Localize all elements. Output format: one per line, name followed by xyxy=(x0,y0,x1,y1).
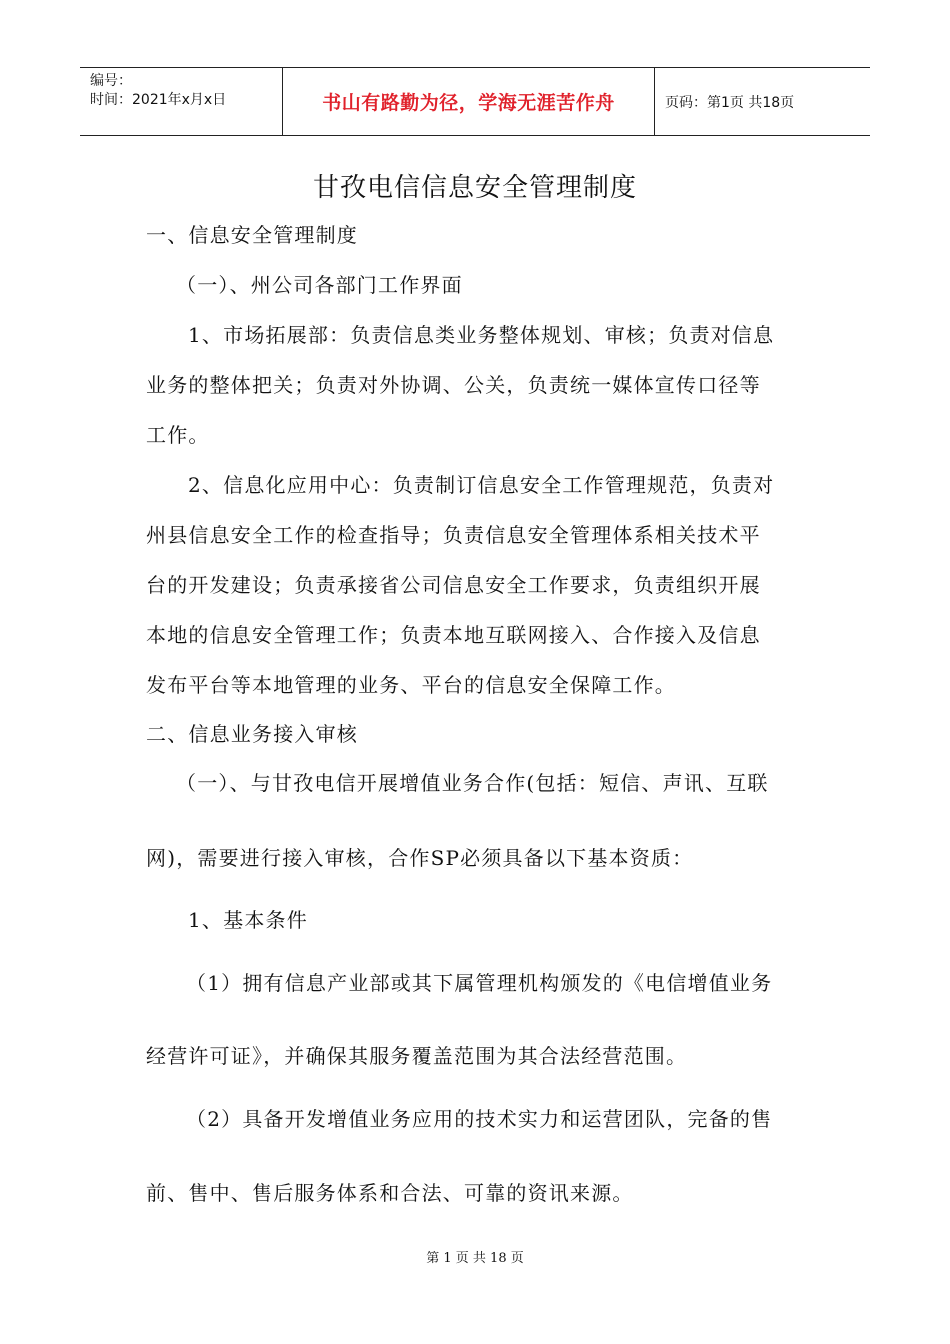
paragraph-line: （1）拥有信息产业部或其下属管理机构颁发的《电信增值业务 xyxy=(186,971,773,995)
section-heading-1: 一、信息安全管理制度 xyxy=(146,223,358,247)
section-heading-2: 二、信息业务接入审核 xyxy=(146,722,358,746)
paragraph-line: 发布平台等本地管理的业务、平台的信息安全保障工作。 xyxy=(146,673,676,697)
paragraph-line: 本地的信息安全管理工作；负责本地互联网接入、合作接入及信息 xyxy=(146,623,761,647)
paragraph-line: 业务的整体把关；负责对外协调、公关，负责统一媒体宣传口径等 xyxy=(146,373,761,397)
paragraph-line: 前、售中、售后服务体系和合法、可靠的资讯来源。 xyxy=(146,1181,634,1205)
paragraph-line: 州县信息安全工作的检查指导；负责信息安全管理体系相关技术平 xyxy=(146,523,761,547)
header-motto-cell xyxy=(282,68,655,135)
header-page-cell xyxy=(655,68,870,135)
paragraph-line: 经营许可证》，并确保其服务覆盖范围为其合法经营范围。 xyxy=(146,1044,688,1068)
subsection-heading-2: 1、基本条件 xyxy=(188,908,308,932)
header-meta xyxy=(80,68,282,135)
paragraph-line: 2、信息化应用中心：负责制订信息安全工作管理规范，负责对 xyxy=(188,473,775,497)
document-title: 甘孜电信信息安全管理制度 xyxy=(312,173,637,203)
page-footer: 第 1 页 共 18 页 xyxy=(426,1251,524,1266)
doc-date-label: 时间：2021年x月x日 xyxy=(90,92,227,108)
doc-number-label: 编号： xyxy=(90,73,132,89)
paragraph-line: 1、市场拓展部：负责信息类业务整体规划、审核；负责对信息 xyxy=(188,323,775,347)
document-header xyxy=(80,67,870,136)
paragraph-line: 工作。 xyxy=(146,423,210,447)
header-motto: 书山有路勤为径，学海无涯苦作舟 xyxy=(322,92,615,114)
paragraph-line: （一）、与甘孜电信开展增值业务合作(包括：短信、声讯、互联 xyxy=(176,771,769,795)
subsection-heading-1: （一）、州公司各部门工作界面 xyxy=(176,273,463,297)
paragraph-line: （2）具备开发增值业务应用的技术实力和运营团队，完备的售 xyxy=(186,1107,773,1131)
paragraph-line: 台的开发建设；负责承接省公司信息安全工作要求，负责组织开展 xyxy=(146,573,761,597)
paragraph-line: 网)，需要进行接入审核，合作SP必须具备以下基本资质： xyxy=(146,846,694,870)
header-page-info: 页码：第1页 共18页 xyxy=(665,94,795,111)
